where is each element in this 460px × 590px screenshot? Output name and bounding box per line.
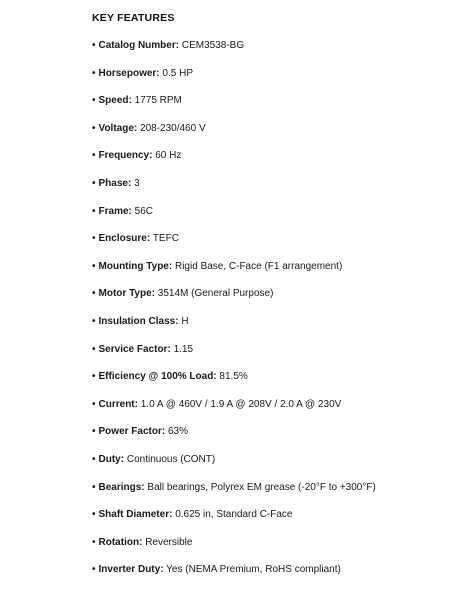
feature-value: 3	[134, 177, 140, 189]
feature-item	[92, 176, 452, 192]
feature-label: Enclosure:	[98, 233, 151, 245]
feature-item	[92, 204, 452, 220]
feature-item	[92, 286, 452, 302]
feature-value: 3514M (General Purpose)	[157, 288, 274, 300]
bullet-icon: •	[92, 509, 96, 521]
feature-value: 1.0 A @ 460V / 1.9 A @ 208V / 2.0 A @ 230V	[140, 398, 342, 410]
feature-value: H	[181, 315, 189, 327]
feature-value: 1775 RPM	[134, 95, 182, 107]
bullet-icon: •	[92, 122, 96, 134]
feature-value: 0.625 in, Standard C-Face	[175, 509, 293, 521]
bullet-icon: •	[92, 177, 96, 189]
bullet-icon: •	[92, 343, 96, 355]
feature-label: Speed:	[98, 95, 132, 107]
feature-label: Service Factor:	[98, 343, 171, 355]
bullet-icon: •	[92, 40, 96, 51]
feature-value: CEM3538-BG	[181, 40, 245, 51]
feature-value: Ball bearings, Polyrex EM grease (-20°F to +300°F)	[147, 481, 376, 493]
feature-label: Shaft Diameter:	[98, 509, 173, 521]
feature-item	[92, 259, 452, 275]
feature-label: Mounting Type:	[98, 260, 173, 272]
bullet-icon: •	[92, 288, 96, 300]
feature-item	[92, 342, 452, 358]
feature-value: Rigid Base, C-Face (F1 arrangement)	[174, 260, 343, 272]
bullet-icon: •	[92, 536, 96, 548]
feature-value: 60 Hz	[155, 150, 182, 162]
feature-item	[92, 314, 452, 330]
feature-label: Inverter Duty:	[98, 564, 164, 576]
feature-value: Reversible	[145, 536, 193, 548]
feature-label: Power Factor:	[98, 426, 166, 438]
bullet-icon: •	[92, 260, 96, 272]
feature-item	[92, 424, 452, 440]
feature-label: Voltage:	[98, 122, 138, 134]
feature-label: Horsepower:	[98, 67, 160, 79]
feature-value: 56C	[134, 205, 154, 217]
bullet-icon: •	[92, 398, 96, 410]
feature-value: 1.15	[173, 343, 194, 355]
section-heading: KEY FEATURES	[92, 12, 175, 24]
bullet-icon: •	[92, 426, 96, 438]
feature-item	[92, 507, 452, 523]
feature-item	[92, 480, 452, 496]
feature-label: Insulation Class:	[98, 315, 179, 327]
feature-item	[92, 38, 452, 54]
feature-value: Continuous (CONT)	[126, 453, 216, 465]
feature-label: Frame:	[98, 205, 132, 217]
feature-label: Current:	[98, 398, 138, 410]
feature-item	[92, 535, 452, 551]
feature-label: Duty:	[98, 453, 125, 465]
feature-label: Motor Type:	[98, 288, 155, 300]
feature-label: Bearings:	[98, 481, 145, 493]
feature-item	[92, 397, 452, 413]
bullet-icon: •	[92, 95, 96, 107]
feature-item	[92, 121, 452, 137]
feature-value: Yes (NEMA Premium, RoHS compliant)	[166, 564, 341, 576]
bullet-icon: •	[92, 205, 96, 217]
key-features-section	[92, 10, 452, 590]
feature-value: TEFC	[152, 233, 179, 245]
feature-item	[92, 562, 452, 578]
feature-item	[92, 93, 452, 109]
feature-item	[92, 369, 452, 385]
feature-value: 81.5%	[219, 371, 248, 383]
bullet-icon: •	[92, 481, 96, 493]
feature-item	[92, 66, 452, 82]
bullet-icon: •	[92, 453, 96, 465]
feature-value: 63%	[167, 426, 188, 438]
feature-label: Catalog Number:	[98, 40, 180, 51]
feature-list	[92, 38, 452, 578]
bullet-icon: •	[92, 233, 96, 245]
feature-item	[92, 148, 452, 164]
bullet-icon: •	[92, 564, 96, 576]
feature-item	[92, 231, 452, 247]
feature-value: 208-230/460 V	[140, 122, 206, 134]
feature-label: Rotation:	[98, 536, 143, 548]
feature-label: Phase:	[98, 177, 132, 189]
bullet-icon: •	[92, 371, 96, 383]
feature-item	[92, 452, 452, 468]
bullet-icon: •	[92, 67, 96, 79]
feature-label: Frequency:	[98, 150, 153, 162]
feature-label: Efficiency @ 100% Load:	[98, 371, 217, 383]
bullet-icon: •	[92, 150, 96, 162]
feature-value: 0.5 HP	[162, 67, 193, 79]
bullet-icon: •	[92, 315, 96, 327]
